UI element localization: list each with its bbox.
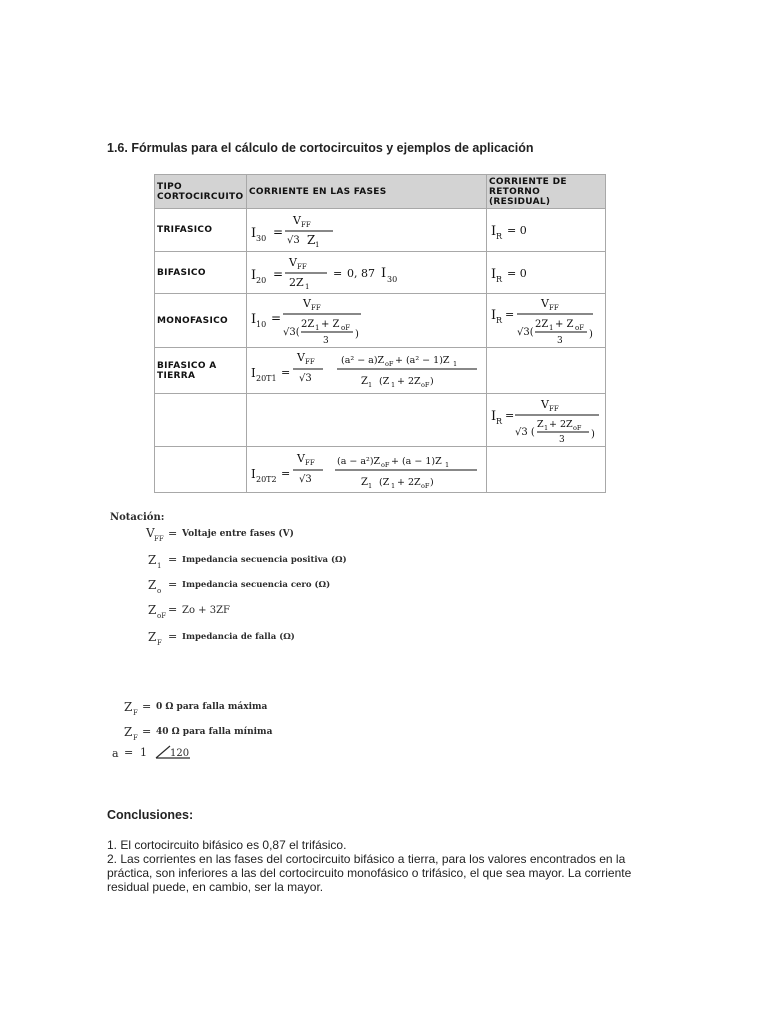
conclusion-item-1: 1. El cortocircuito bifásico es 0,87 el trifásico. — [107, 838, 347, 852]
svg-text:=: = — [168, 527, 178, 540]
svg-text:1: 1 — [453, 359, 458, 368]
formula-trifasico-residual — [487, 209, 606, 252]
notation-item-zf — [148, 630, 295, 647]
svg-text:I: I — [491, 409, 497, 424]
table-row — [155, 394, 606, 447]
svg-text:3: 3 — [323, 335, 329, 346]
svg-text:oF: oF — [575, 323, 585, 332]
svg-text:FF: FF — [301, 221, 311, 229]
svg-text:1: 1 — [391, 380, 396, 389]
svg-text:=: = — [168, 603, 178, 616]
svg-text:): ) — [355, 328, 359, 340]
row-type-empty — [155, 447, 247, 493]
svg-text:I: I — [251, 267, 257, 283]
svg-text:F: F — [157, 639, 162, 647]
svg-text:Zo + 3ZF: Zo + 3ZF — [182, 605, 230, 616]
svg-text:FF: FF — [305, 357, 315, 366]
svg-text:1: 1 — [544, 424, 549, 432]
svg-text:2Z: 2Z — [535, 318, 549, 330]
row-type-bifasico-a-tierra: BIFASICO A TIERRA — [155, 348, 247, 394]
svg-text:=: = — [168, 578, 178, 591]
svg-text:Z: Z — [124, 700, 133, 714]
svg-text:): ) — [591, 429, 595, 440]
formula-bifasico-tierra-phase-1 — [247, 348, 487, 394]
svg-text:FF: FF — [154, 535, 164, 543]
row-type-empty — [155, 394, 247, 447]
svg-text:Voltaje entre fases (V): Voltaje entre fases (V) — [182, 529, 294, 539]
formula-trifasico-phase — [247, 209, 487, 252]
notation-item-zof — [148, 603, 230, 620]
svg-text:Z: Z — [124, 725, 133, 739]
formula-bifasico-tierra-residual-empty — [487, 348, 606, 394]
svg-text:+ (a − 1)Z: + (a − 1)Z — [391, 455, 442, 467]
formula-empty-residual — [487, 447, 606, 493]
svg-text:F: F — [133, 734, 138, 742]
conclusion-item-2: 2. Las corrientes en las fases del cortocircuito bifásico a tierra, para los valores encontrados en la práctica, son inferiores a las del cortocircuito monofásico o trifásico, el que sea mayor. La corriente residual puede, en cambio, ser la mayor. — [107, 852, 632, 894]
svg-text:FF: FF — [549, 405, 559, 413]
svg-text:V: V — [297, 451, 305, 465]
svg-text:a: a — [112, 747, 119, 760]
svg-text:I: I — [251, 365, 256, 380]
svg-text:120: 120 — [170, 748, 190, 759]
formula-ir-bifasico-tierra — [489, 395, 603, 445]
svg-text:FF: FF — [297, 262, 307, 271]
svg-text:FF: FF — [549, 303, 559, 312]
svg-text:40 Ω para falla mínima: 40 Ω para falla mínima — [156, 727, 273, 737]
svg-text:V: V — [289, 255, 297, 269]
table-row — [155, 252, 606, 294]
header-corriente-fases: CORRIENTE EN LAS FASES — [247, 175, 487, 209]
table-row — [155, 348, 606, 394]
svg-text:I: I — [381, 265, 387, 281]
table-header-row — [155, 175, 606, 209]
svg-text:√3: √3 — [299, 372, 312, 384]
formula-i20t2 — [249, 448, 483, 492]
svg-text:=: = — [505, 307, 515, 321]
svg-text:V: V — [303, 296, 311, 310]
svg-text:R: R — [496, 232, 503, 241]
formula-ir-monofasico — [489, 295, 603, 347]
formula-bifasico-phase — [247, 252, 487, 294]
svg-text:=: = — [142, 700, 152, 713]
header-corriente-retorno: CORRIENTE DE RETORNO (RESIDUAL) — [487, 175, 606, 209]
svg-text:Z: Z — [361, 476, 368, 488]
svg-text:oF: oF — [381, 460, 390, 469]
svg-text:0, 87: 0, 87 — [347, 266, 375, 280]
svg-text:1: 1 — [305, 282, 310, 291]
svg-text:= 0: = 0 — [507, 224, 527, 237]
svg-text:+ 2Z: + 2Z — [397, 476, 421, 488]
svg-text:1: 1 — [549, 323, 554, 332]
svg-text:I: I — [491, 266, 497, 282]
header-tipo: TIPO CORTOCIRCUITO — [155, 175, 247, 209]
svg-text:V: V — [297, 350, 305, 364]
svg-text:√3: √3 — [287, 235, 300, 246]
svg-text:V: V — [541, 296, 549, 310]
notation-item-zo — [148, 578, 330, 595]
svg-text:=: = — [142, 725, 152, 738]
svg-text:√3(: √3( — [517, 326, 534, 338]
svg-text:oF: oF — [421, 380, 430, 389]
svg-text:Z: Z — [148, 553, 157, 567]
svg-text:√3 (: √3 ( — [515, 427, 535, 438]
svg-text:0 Ω para falla máxima: 0 Ω para falla máxima — [156, 702, 268, 712]
svg-text:(a² − a)Z: (a² − a)Z — [341, 354, 385, 366]
svg-text:20: 20 — [256, 275, 267, 285]
svg-text:(Z: (Z — [379, 476, 390, 488]
svg-text:=: = — [281, 365, 291, 379]
svg-text:=: = — [273, 225, 284, 239]
svg-text:Impedancia secuencia positiva: Impedancia secuencia positiva (Ω) — [182, 555, 347, 565]
short-circuit-formula-table — [154, 174, 606, 493]
svg-text:FF: FF — [305, 458, 315, 467]
conclusions-title: Conclusiones: — [107, 808, 194, 822]
formula-empty-phase — [247, 394, 487, 447]
svg-text:I: I — [251, 311, 257, 327]
notation-block — [104, 508, 364, 768]
svg-text:1: 1 — [315, 323, 320, 332]
svg-text:): ) — [589, 328, 593, 340]
svg-text:Impedancia de falla (Ω): Impedancia de falla (Ω) — [182, 632, 295, 642]
svg-text:oF: oF — [385, 359, 394, 368]
table-row — [155, 294, 606, 348]
svg-text:V: V — [146, 526, 155, 540]
svg-text:=: = — [505, 409, 515, 422]
svg-text:(a − a²)Z: (a − a²)Z — [337, 455, 381, 467]
formula-monofasico-phase — [247, 294, 487, 348]
row-type-monofasico: MONOFASICO — [155, 294, 247, 348]
svg-text:oF: oF — [421, 481, 430, 490]
svg-text:I: I — [491, 224, 497, 239]
svg-text:Z: Z — [361, 375, 368, 387]
svg-text:R: R — [496, 417, 503, 426]
formula-ir-zero — [489, 215, 599, 245]
formula-i20t1 — [249, 349, 483, 393]
svg-text:I: I — [251, 466, 256, 481]
svg-text:3: 3 — [559, 435, 565, 445]
formula-ir-zero — [489, 258, 599, 288]
svg-text:R: R — [496, 274, 503, 284]
svg-text:oF: oF — [157, 612, 167, 620]
formula-i30 — [249, 210, 483, 250]
notation-item-z1 — [148, 553, 347, 570]
svg-text:2Z: 2Z — [289, 275, 304, 289]
svg-text:(Z: (Z — [379, 375, 390, 387]
svg-text:+ Z: + Z — [555, 318, 574, 330]
svg-text:FF: FF — [311, 303, 321, 312]
svg-text:= 0: = 0 — [507, 266, 527, 280]
svg-text:10: 10 — [256, 319, 267, 329]
svg-text:20T1: 20T1 — [256, 373, 277, 383]
formula-bifasico-residual — [487, 252, 606, 294]
formula-bifasico-tierra-residual — [487, 394, 606, 447]
svg-text:oF: oF — [573, 424, 582, 432]
svg-text:Z: Z — [307, 233, 316, 247]
svg-text:oF: oF — [341, 323, 351, 332]
svg-text:3: 3 — [557, 335, 563, 346]
svg-text:1: 1 — [391, 481, 396, 490]
svg-text:V: V — [293, 214, 301, 227]
svg-text:1: 1 — [368, 380, 373, 389]
svg-text:30: 30 — [387, 274, 398, 284]
table-row — [155, 209, 606, 252]
svg-text:1: 1 — [445, 460, 450, 469]
svg-text:+ 2Z: + 2Z — [549, 419, 573, 430]
svg-text:1: 1 — [368, 481, 373, 490]
svg-text:+ (a² − 1)Z: + (a² − 1)Z — [395, 354, 450, 366]
svg-text:o: o — [157, 587, 162, 595]
formula-i20 — [249, 253, 483, 293]
svg-text:Z: Z — [148, 630, 157, 644]
operator-a — [112, 746, 190, 760]
svg-text:=: = — [273, 266, 284, 281]
svg-text:Impedancia secuencia cero (Ω): Impedancia secuencia cero (Ω) — [182, 580, 331, 590]
svg-text:+ 2Z: + 2Z — [397, 375, 421, 387]
svg-text:=: = — [124, 746, 134, 759]
svg-text:=: = — [168, 553, 178, 566]
fault-value-max — [124, 700, 268, 717]
section-heading: 1.6. Fórmulas para el cálculo de cortocircuitos y ejemplos de aplicación — [107, 141, 534, 155]
svg-text:+ Z: + Z — [321, 318, 340, 330]
svg-text:√3: √3 — [299, 473, 312, 485]
svg-text:=: = — [271, 310, 282, 325]
svg-text:=: = — [333, 266, 343, 280]
svg-text:20T2: 20T2 — [256, 474, 277, 484]
svg-text:1: 1 — [140, 746, 147, 759]
svg-text:√3(: √3( — [283, 326, 300, 338]
svg-text:I: I — [251, 226, 257, 241]
notation-title: Notación: — [110, 512, 165, 523]
svg-text:): ) — [430, 375, 434, 387]
svg-text:Z: Z — [148, 603, 157, 617]
fault-value-min — [124, 725, 273, 742]
svg-text:I: I — [491, 307, 497, 323]
svg-text:Z: Z — [148, 578, 157, 592]
svg-text:1: 1 — [157, 562, 162, 570]
svg-text:F: F — [133, 709, 138, 717]
formula-bifasico-tierra-phase-2 — [247, 447, 487, 493]
svg-text:): ) — [430, 476, 434, 488]
formula-monofasico-residual — [487, 294, 606, 348]
row-type-bifasico: BIFASICO — [155, 252, 247, 294]
notation-item-vff — [145, 526, 294, 543]
svg-text:=: = — [168, 630, 178, 643]
svg-text:=: = — [281, 466, 291, 480]
formula-i10 — [249, 295, 483, 347]
svg-text:30: 30 — [256, 234, 267, 243]
svg-text:2Z: 2Z — [301, 318, 315, 330]
svg-text:1: 1 — [315, 241, 320, 249]
svg-text:V: V — [541, 398, 549, 411]
svg-text:R: R — [496, 315, 503, 325]
table-row — [155, 447, 606, 493]
row-type-trifasico: TRIFASICO — [155, 209, 247, 252]
svg-text:Z: Z — [537, 419, 544, 430]
